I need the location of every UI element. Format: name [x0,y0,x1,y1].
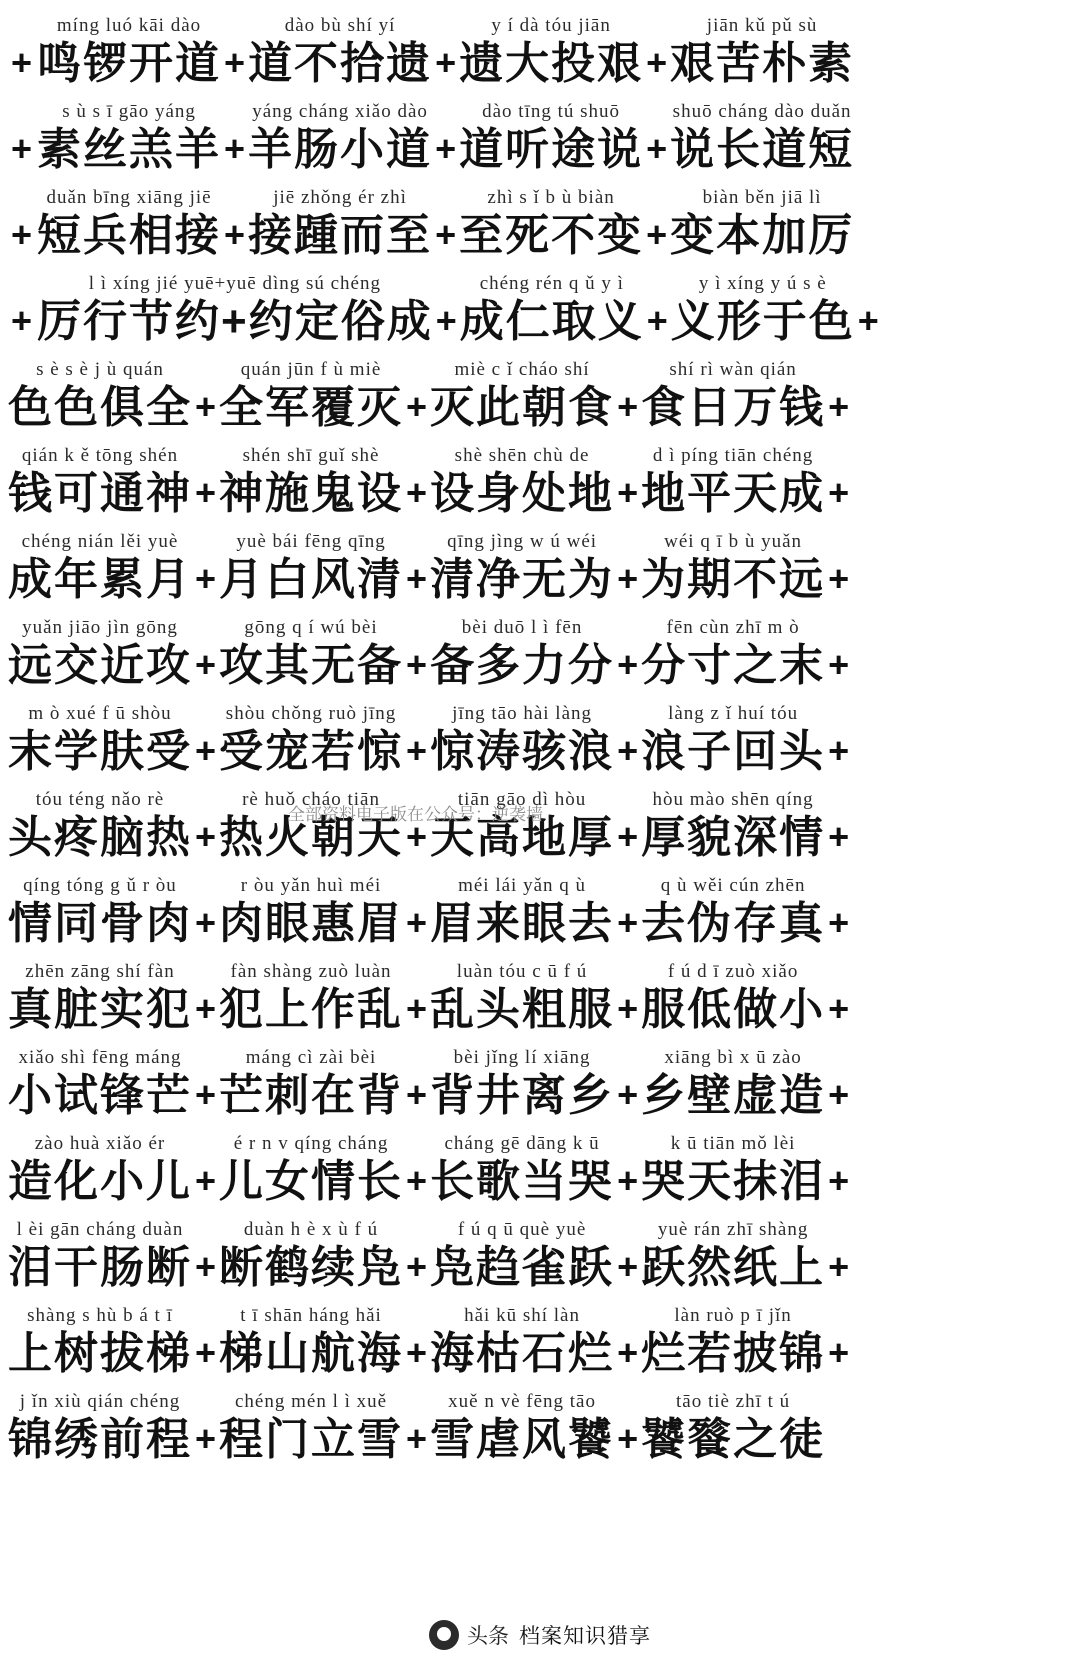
idiom-cell [219,1219,403,1294]
plus-sign: + [195,1332,217,1373]
plus-sign: + [406,1246,428,1287]
idiom-text: 攻其无备 [219,641,404,690]
idiom-text: 遗大投艰 [459,39,644,88]
idiom-cell [219,445,403,520]
plus-sign: + [617,644,639,685]
idiom-text: 短兵相接 [37,211,222,260]
idiom-cell [248,187,432,262]
pinyin-label: r òu yǎn huì méi [240,875,382,896]
pinyin-label: shòu chǒng ruò jīng [225,703,397,724]
idiom-text: 全军覆灭 [219,383,404,432]
pinyin-label: duǎn bīng xiāng jiē [46,187,212,208]
plus-sign: + [617,1246,639,1287]
idiom-text: 灭此朝食 [430,383,615,432]
idiom-text: 头疼脑热 [8,813,192,862]
plus-sign: + [11,214,33,255]
idiom-text: 道不拾遗 [248,39,433,88]
idiom-cell [641,1133,825,1208]
plus-sign: + [828,730,850,771]
idiom-text: 受宠若惊 [219,727,404,776]
idiom-text: 羊肠小道 [248,125,433,174]
plus-sign: + [828,902,850,943]
idiom-cell [641,1305,825,1380]
idiom-row [8,1380,1072,1466]
idiom-text: 上树拔梯 [8,1329,192,1378]
plus-sign: + [406,902,428,943]
idiom-text: 食日万钱 [641,383,826,432]
plus-sign: + [195,816,217,857]
footer-bar [0,1606,1080,1664]
plus-sign: + [195,1246,217,1287]
plus-sign: + [406,988,428,1029]
plus-sign: + [617,558,639,599]
idiom-text: 肉眼惠眉 [219,899,404,948]
idiom-text: 热火朝天 [219,813,404,862]
idiom-text: 断鹤续凫 [219,1243,404,1292]
plus-sign: + [195,386,217,427]
pinyin-label: wéi q ī b ù yuǎn [664,531,803,552]
idiom-cell [248,101,432,176]
plus-sign: + [224,128,246,169]
idiom-text: 跃然纸上 [641,1243,826,1292]
footer-attribution [429,1620,651,1650]
idiom-text: 真脏实犯 [8,985,192,1034]
pinyin-label: máng cì zài bèi [245,1047,377,1068]
pinyin-label: cháng gē dāng k ū [444,1133,600,1154]
pinyin-label: shàng s hù b á t ī [27,1305,173,1326]
plus-sign: + [406,1074,428,1115]
plus-sign: + [406,1332,428,1373]
pinyin-label: hǎi kū shí làn [464,1305,580,1326]
platform-label: 头条 [467,1625,509,1648]
plus-sign: + [646,128,668,169]
idiom-row [8,520,1072,606]
pinyin-label: d ì píng tiān chéng [652,445,814,466]
idiom-row [8,176,1072,262]
plus-sign: + [617,902,639,943]
idiom-cell [8,359,192,434]
plus-sign: + [828,988,850,1029]
plus-sign: + [617,472,639,513]
plus-sign: + [828,472,850,513]
account-name: 档案知识猎享 [519,1625,651,1648]
toutiao-logo-icon [429,1620,509,1650]
idiom-cell [430,961,614,1036]
plus-sign: + [435,214,457,255]
pinyin-label: luàn tóu c ū f ú [456,961,588,982]
idiom-cell [219,703,403,778]
idiom-text: 变本加厉 [670,211,855,260]
pinyin-label: zào huà xiǎo ér [34,1133,166,1154]
plus-sign: + [617,1418,639,1459]
idiom-cell [430,445,614,520]
idiom-cell [8,875,192,950]
pinyin-label: yuǎn jiāo jìn gōng [22,617,178,638]
idiom-row [8,4,1072,90]
idiom-text: 至死不变 [459,211,644,260]
plus-sign: + [406,472,428,513]
pinyin-label: shí rì wàn qián [669,359,797,380]
plus-sign: + [406,1160,428,1201]
idiom-cell [8,1305,192,1380]
idiom-cell [37,187,221,262]
pinyin-label: quán jūn f ù miè [240,359,382,380]
plus-sign: + [406,1418,428,1459]
idiom-cell [8,1133,192,1208]
pinyin-label: méi lái yǎn q ù [458,875,587,896]
idiom-row [8,348,1072,434]
idiom-row [8,1208,1072,1294]
pinyin-label: qián k ě tōng shén [21,445,179,466]
idiom-row [8,950,1072,1036]
idiom-cell [37,273,433,348]
pinyin-label: yuè bái fēng qīng [236,531,386,552]
idiom-text: 义形于色 [670,297,855,346]
idiom-text: 雪虐风饕 [430,1415,615,1464]
idiom-text: 小试锋芒 [8,1071,192,1120]
idiom-cell [459,101,643,176]
idiom-text: 芒刺在背 [219,1071,404,1120]
idiom-cell [430,617,614,692]
idiom-cell [670,15,854,90]
idiom-cell [641,961,825,1036]
plus-sign: + [435,42,457,83]
pinyin-label: dào bù shí yí [284,15,396,36]
idiom-cell [430,1133,614,1208]
idiom-cell [8,789,192,864]
idiom-row [8,434,1072,520]
pinyin-label: s è s è j ù quán [36,359,164,380]
idiom-text: 儿女情长 [219,1157,404,1206]
plus-sign: + [224,214,246,255]
idiom-text: 服低做小 [641,985,826,1034]
plus-sign: + [617,988,639,1029]
plus-sign: + [195,988,217,1029]
pinyin-label: làn ruò p ī jǐn [674,1305,792,1326]
plus-sign: + [646,214,668,255]
idiom-cell [37,15,221,90]
idiom-text: 厚貌深情 [641,813,826,862]
idiom-text: 设身处地 [430,469,615,518]
pinyin-label: tāo tiè zhī t ú [675,1391,791,1412]
idiom-cell [8,617,192,692]
plus-sign: + [828,386,850,427]
pinyin-label: miè c ǐ cháo shí [454,359,590,380]
pinyin-label: jiān kǔ pǔ sù [706,15,818,36]
idiom-cell [641,445,825,520]
pinyin-label: yuè rán zhī shàng [657,1219,809,1240]
idiom-text: 乡壁虚造 [641,1071,826,1120]
pinyin-label: shuō cháng dào duǎn [672,101,852,122]
pinyin-label: tóu téng nǎo rè [35,789,165,810]
idiom-text: 钱可通神 [8,469,192,518]
pinyin-label: m ò xué f ū shòu [28,703,172,724]
plus-sign: + [195,472,217,513]
idiom-text: 成仁取义 [459,297,644,346]
idiom-cell [8,961,192,1036]
idiom-text: 泪干肠断 [8,1243,192,1292]
idiom-cell [248,15,432,90]
plus-sign: + [195,1418,217,1459]
plus-sign: + [617,386,639,427]
pinyin-label: xiǎo shì fēng máng [18,1047,182,1068]
pinyin-label: zhēn zāng shí fàn [25,961,175,982]
idiom-cell [459,187,643,262]
pinyin-label: fēn cùn zhī m ò [666,617,800,638]
idiom-cell [641,703,825,778]
idiom-text: 清净无为 [430,555,615,604]
idiom-cell [219,1133,403,1208]
plus-sign: + [435,300,457,341]
pinyin-label: s ù s ī gāo yáng [62,101,196,122]
pinyin-label: shè shēn chù de [454,445,590,466]
idiom-text: 接踵而至 [248,211,433,260]
idiom-cell [219,531,403,606]
plus-sign: + [828,816,850,857]
idiom-cell [641,1047,825,1122]
idiom-text: 锦绣前程 [8,1415,192,1464]
idiom-cell [641,875,825,950]
pinyin-label: l ì xíng jié yuē+yuē dìng sú chéng [88,273,381,294]
plus-sign: + [828,1074,850,1115]
pinyin-label: y ì xíng y ú s è [698,273,827,294]
idiom-text: 地平天成 [641,469,826,518]
pinyin-label: f ú d ī zuò xiǎo [667,961,799,982]
idiom-text: 厉行节约+约定俗成 [37,297,433,346]
pinyin-label: y í dà tóu jiān [491,15,611,36]
pinyin-label: dào tīng tú shuō [482,101,621,122]
pinyin-label: chéng nián lěi yuè [21,531,179,552]
pinyin-label: shén shī guǐ shè [242,445,380,466]
idiom-text: 海枯石烂 [430,1329,615,1378]
idiom-cell [8,1047,192,1122]
idiom-cell [37,101,221,176]
watermark-text: 全部资料电子版在公众号：逆袭墙 [288,805,543,824]
idiom-cell [219,359,403,434]
pinyin-label: f ú q ū què yuè [457,1219,587,1240]
pinyin-label: bèi jǐng lí xiāng [453,1047,591,1068]
pinyin-label: làng z ǐ huí tóu [668,703,799,724]
idiom-cell [219,617,403,692]
idiom-text: 惊涛骇浪 [430,727,615,776]
avatar [429,1620,459,1650]
idiom-cell [219,875,403,950]
plus-sign: + [195,644,217,685]
plus-sign: + [617,1074,639,1115]
idiom-text: 为期不远 [641,555,826,604]
pinyin-label: zhì s ǐ b ù biàn [487,187,615,208]
pinyin-label: jīng tāo hài làng [452,703,593,724]
idiom-text: 情同骨肉 [8,899,192,948]
plus-sign: + [617,1332,639,1373]
plus-sign: + [435,128,457,169]
pinyin-label: duàn h è x ù f ú [243,1219,379,1240]
idiom-row [8,262,1072,348]
pinyin-label: xiāng bì x ū zào [664,1047,802,1068]
pinyin-label: l èi gān cháng duàn [16,1219,184,1240]
pinyin-label: qīng jìng w ú wéi [447,531,598,552]
idiom-cell [670,187,854,262]
plus-sign: + [857,300,879,341]
idiom-text: 浪子回头 [641,727,826,776]
pinyin-label: bèi duō l ì fēn [461,617,583,638]
idiom-cell [670,101,854,176]
idiom-text: 眉来眼去 [430,899,615,948]
pinyin-label: t ī shān háng hǎi [240,1305,382,1326]
idiom-text: 艰苦朴素 [670,39,855,88]
idiom-cell [8,703,192,778]
idiom-text: 饕餮之徒 [641,1415,826,1464]
idiom-cell [671,273,855,348]
pinyin-label: chéng rén q ǔ y ì [479,273,624,294]
idiom-text: 远交近攻 [8,641,192,690]
plus-sign: + [406,816,428,857]
plus-sign: + [195,1160,217,1201]
idiom-cell [8,445,192,520]
idiom-cell [8,1219,192,1294]
plus-sign: + [828,644,850,685]
plus-sign: + [406,558,428,599]
pinyin-label: qíng tóng g ǔ r òu [23,875,177,896]
idiom-cell [430,531,614,606]
idiom-cell [219,961,403,1036]
pinyin-label: yáng cháng xiǎo dào [252,101,428,122]
idiom-text: 道听途说 [459,125,644,174]
idiom-cell [8,1391,192,1466]
idiom-row [8,90,1072,176]
pinyin-label: biàn běn jiā lì [702,187,822,208]
pinyin-label: xuě n vè fēng tāo [448,1391,596,1412]
idiom-text: 梯山航海 [219,1329,404,1378]
idiom-cell [430,359,614,434]
idiom-cell [219,1305,403,1380]
idiom-cell [8,531,192,606]
idiom-text: 神施鬼设 [219,469,404,518]
idiom-text: 素丝羔羊 [37,125,222,174]
plus-sign: + [406,644,428,685]
pinyin-label: gōng q í wú bèi [244,617,378,638]
pinyin-label: fàn shàng zuò luàn [230,961,392,982]
plus-sign: + [617,730,639,771]
pinyin-label: é r n v qíng cháng [233,1133,389,1154]
idiom-cell [219,1047,403,1122]
idiom-row [8,1294,1072,1380]
plus-sign: + [828,558,850,599]
idiom-text: 乱头粗服 [430,985,615,1034]
idiom-text: 犯上作乱 [219,985,404,1034]
pinyin-label: rè huǒ cháo tiān [242,789,380,810]
idiom-cell [430,1391,614,1466]
idiom-row [8,692,1072,778]
idiom-cell [641,1219,825,1294]
plus-sign: + [406,386,428,427]
plus-sign: + [828,1332,850,1373]
idiom-text: 烂若披锦 [641,1329,826,1378]
plus-sign: + [195,558,217,599]
idiom-row [8,606,1072,692]
pinyin-label: j ǐn xiù qián chéng [19,1391,181,1412]
pinyin-label: chéng mén l ì xuě [234,1391,388,1412]
idiom-row [8,1036,1072,1122]
pinyin-label: k ū tiān mǒ lèi [670,1133,796,1154]
idiom-text: 月白风清 [219,555,404,604]
plus-sign: + [11,300,33,341]
idiom-text: 程门立雪 [219,1415,404,1464]
pinyin-label: tiān gāo dì hòu [457,789,587,810]
plus-sign: + [617,1160,639,1201]
idiom-cell [641,531,825,606]
plus-sign: + [828,1160,850,1201]
idiom-cell [459,15,643,90]
pinyin-label: míng luó kāi dào [56,15,202,36]
idiom-text: 色色俱全 [8,383,192,432]
idiom-text: 说长道短 [670,125,855,174]
idiom-text: 末学肤受 [8,727,192,776]
idiom-text: 分寸之末 [641,641,826,690]
idiom-cell [430,875,614,950]
plus-sign: + [224,42,246,83]
idiom-cell [219,1391,403,1466]
pinyin-label: hòu mào shēn qíng [652,789,814,810]
idiom-cell [430,1305,614,1380]
plus-sign: + [11,42,33,83]
idiom-text: 凫趋雀跃 [430,1243,615,1292]
idiom-text: 造化小儿 [8,1157,192,1206]
plus-sign: + [11,128,33,169]
idiom-cell [430,1047,614,1122]
idiom-text: 成年累月 [8,555,192,604]
idiom-text: 长歌当哭 [430,1157,615,1206]
pinyin-label: q ù wěi cún zhēn [660,875,806,896]
idiom-cell [430,703,614,778]
idiom-cell [641,789,825,864]
plus-sign: + [646,300,668,341]
idiom-cell [641,359,825,434]
plus-sign: + [195,1074,217,1115]
idiom-text: 去伪存真 [641,899,826,948]
idiom-cell [460,273,644,348]
idiom-cell [430,1219,614,1294]
plus-sign: + [617,816,639,857]
plus-sign: + [646,42,668,83]
plus-sign: + [195,730,217,771]
plus-sign: + [406,730,428,771]
idiom-cell [641,617,825,692]
plus-sign: + [828,1246,850,1287]
idiom-text: 备多力分 [430,641,615,690]
pinyin-label: jiē zhǒng ér zhì [273,187,407,208]
idiom-text: 天高地厚 [430,813,615,862]
idiom-row [8,1122,1072,1208]
idiom-row [8,864,1072,950]
idiom-text: 鸣锣开道 [37,39,222,88]
idiom-cell [641,1391,825,1466]
idiom-text: 哭天抹泪 [641,1157,826,1206]
idiom-text: 背井离乡 [430,1071,615,1120]
plus-sign: + [195,902,217,943]
